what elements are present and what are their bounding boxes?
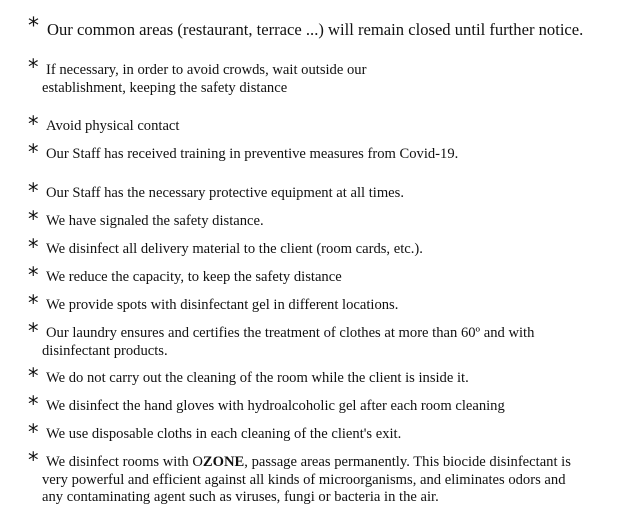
- item-text: [46, 185, 612, 203]
- item-line: We do not carry out the cleaning of the room while the client is inside it.: [46, 370, 469, 386]
- item-text: [42, 325, 612, 360]
- asterisk-bullet-icon: *: [28, 14, 39, 39]
- asterisk-bullet-icon: *: [28, 392, 39, 416]
- item-text: [47, 21, 613, 39]
- asterisk-bullet-icon: *: [28, 364, 39, 388]
- item-text: [46, 370, 612, 388]
- item-text: [42, 454, 612, 507]
- asterisk-bullet-icon: *: [28, 112, 39, 136]
- item-text: [46, 398, 612, 416]
- item-line: We disinfect all delivery material to the client (room cards, etc.).: [46, 241, 423, 257]
- ozone-brand-text: ZONE: [202, 454, 245, 470]
- item-line-part: , passage areas permanently. This biocide disinfectant is: [244, 454, 571, 470]
- item-line: disinfectant products.: [42, 342, 168, 359]
- asterisk-bullet-icon: *: [28, 263, 39, 287]
- asterisk-bullet-icon: *: [28, 207, 39, 231]
- asterisk-bullet-icon: *: [28, 235, 39, 259]
- item-line: If necessary, in order to avoid crowds, wait outside our: [46, 62, 367, 78]
- item-line: Our Staff has received training in preventive measures from Covid-19.: [46, 146, 459, 162]
- item-text: [46, 426, 612, 444]
- item-line: We use disposable cloths in each cleaning of the client's exit.: [46, 426, 402, 442]
- item-line: establishment, keeping the safety distance: [42, 79, 288, 96]
- item-text: [46, 118, 612, 136]
- item-text: [46, 269, 612, 287]
- item-line: Our laundry ensures and certifies the treatment of clothes at more than 60º and with: [46, 325, 535, 341]
- item-text: [46, 146, 612, 164]
- item-line: Avoid physical contact: [46, 118, 180, 134]
- asterisk-bullet-icon: *: [28, 179, 39, 203]
- item-text: [46, 241, 612, 259]
- item-line: We reduce the capacity, to keep the safety distance: [46, 269, 342, 285]
- asterisk-bullet-icon: *: [28, 140, 39, 164]
- item-text: [42, 62, 612, 97]
- item-line: We provide spots with disinfectant gel in different locations.: [46, 297, 399, 313]
- asterisk-bullet-icon: *: [28, 448, 39, 472]
- asterisk-bullet-icon: *: [28, 420, 39, 444]
- item-line: Our Staff has the necessary protective equipment at all times.: [46, 185, 404, 201]
- item-text: [46, 297, 612, 315]
- item-line: very powerful and efficient against all kinds of microorganisms, and eliminates odors and: [42, 471, 566, 488]
- item-line: Our common areas (restaurant, terrace ...) will remain closed until further notice.: [47, 20, 584, 39]
- item-line: any contaminating agent such as viruses, fungi or bacteria in the air.: [42, 489, 439, 505]
- item-text: [46, 213, 612, 231]
- asterisk-bullet-icon: *: [28, 319, 39, 343]
- asterisk-bullet-icon: *: [28, 55, 39, 79]
- item-line: We disinfect the hand gloves with hydroalcoholic gel after each room cleaning: [46, 398, 505, 414]
- item-line: We have signaled the safety distance.: [46, 213, 264, 229]
- asterisk-bullet-icon: *: [28, 291, 39, 315]
- item-line: [46, 454, 571, 470]
- item-line-part: We disinfect rooms with O: [46, 454, 203, 470]
